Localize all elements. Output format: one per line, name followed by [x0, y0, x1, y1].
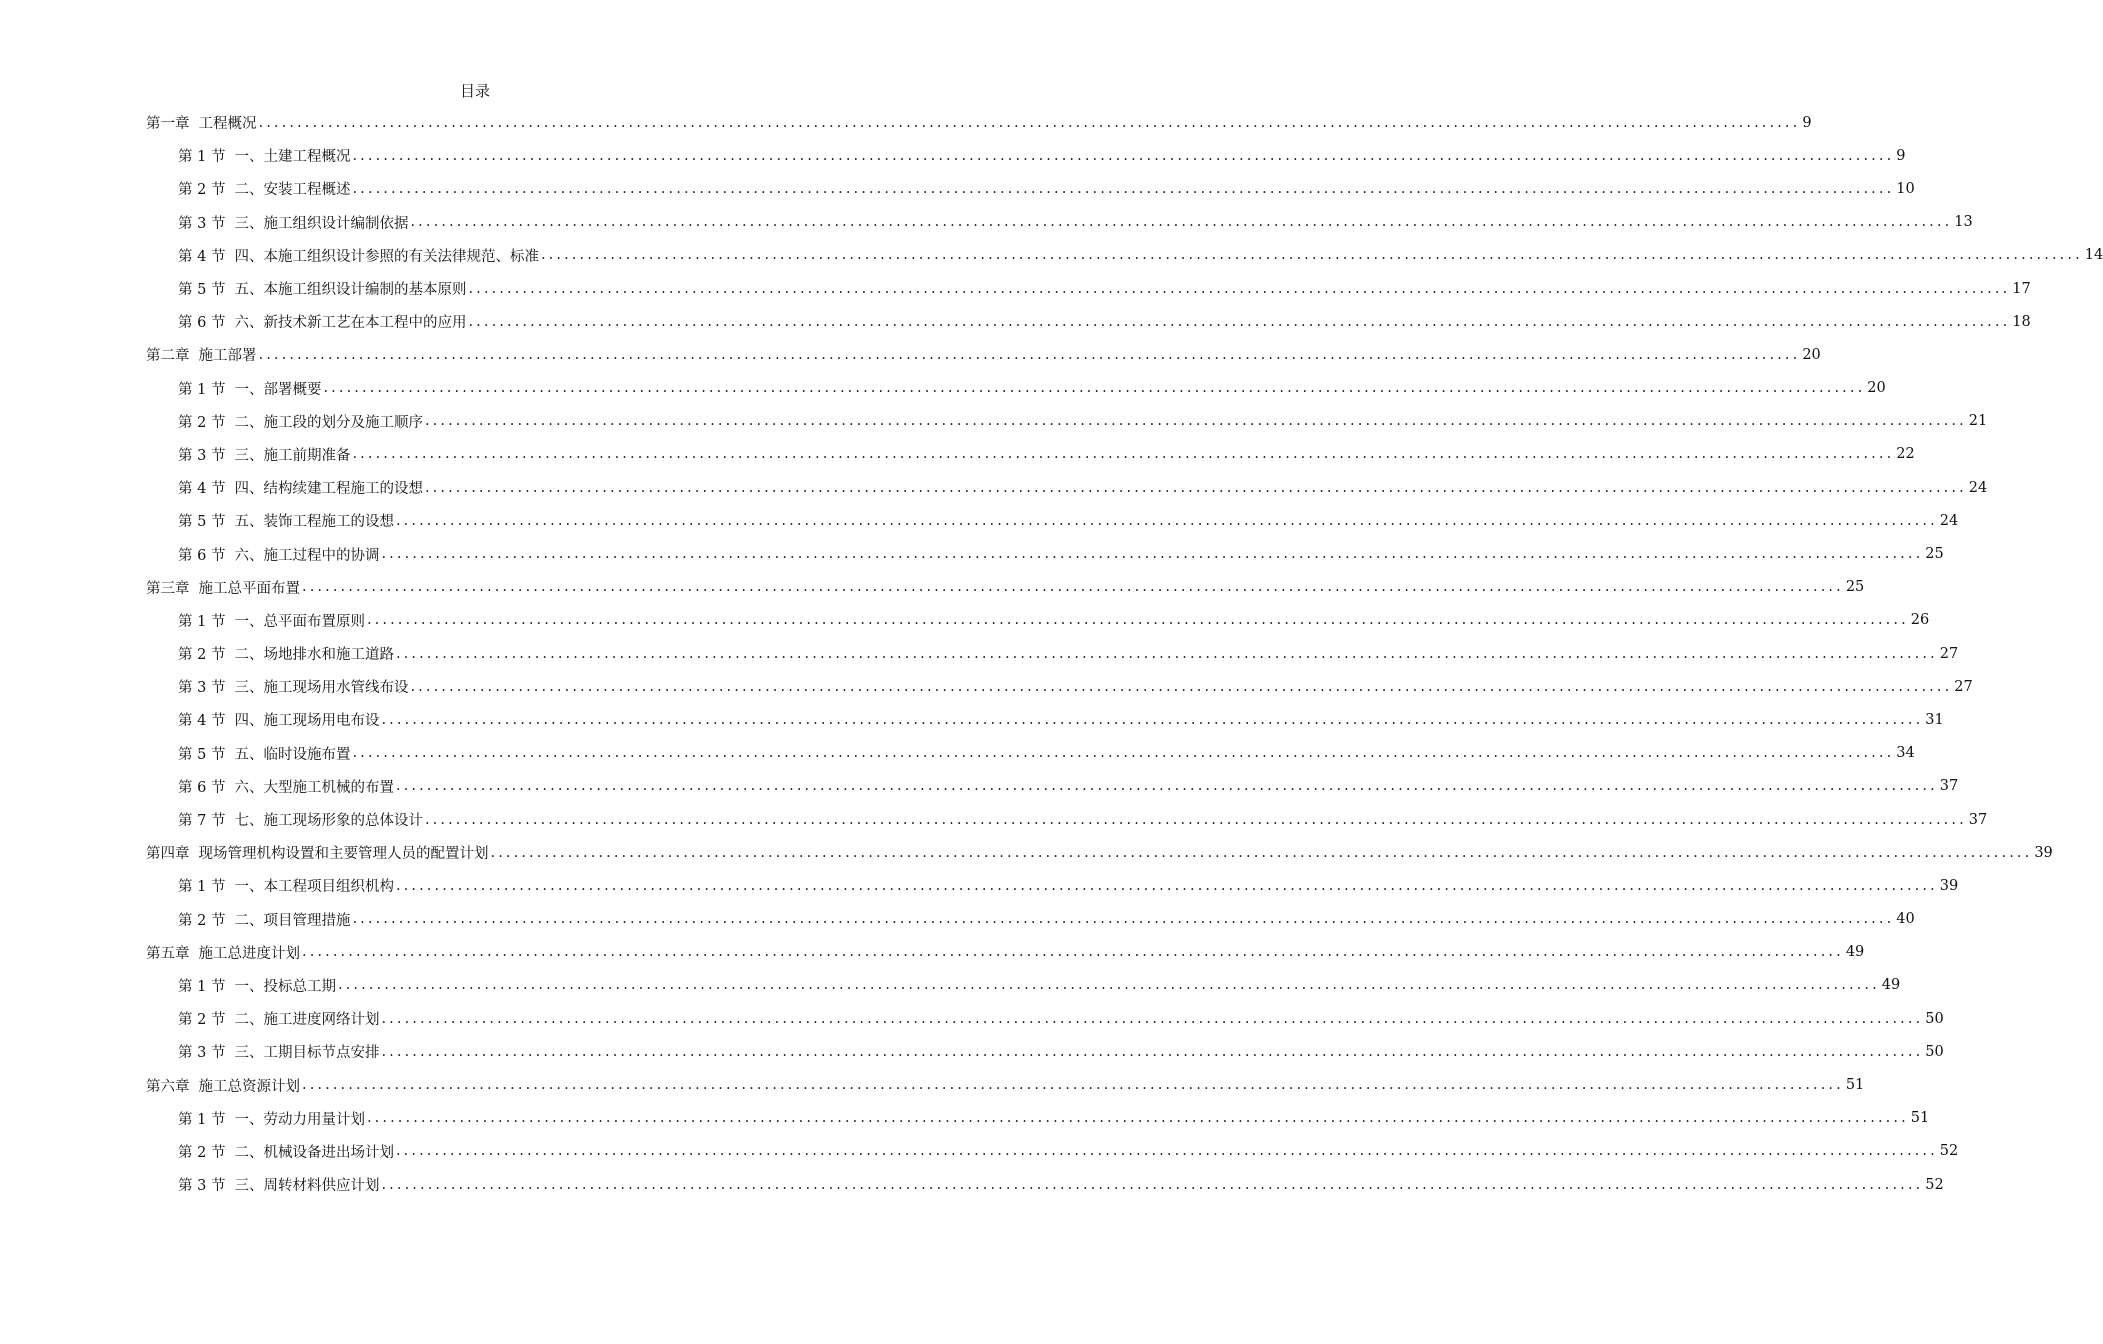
toc-entry-title: 六、大型施工机械的布置: [234, 779, 394, 796]
dot-leader: ........................................................................................................................................................................................................: [258, 346, 1801, 363]
toc-chapter-entry[interactable]: [146, 1068, 1865, 1101]
toc-entry-prefix: 第 2 节: [178, 1144, 226, 1161]
toc-page-number: 51: [1845, 1077, 1865, 1094]
toc-section-entry[interactable]: [146, 372, 1886, 405]
toc-entry-label: [178, 975, 336, 996]
toc-entry-title: 三、工期目标节点安排: [234, 1045, 380, 1062]
toc-section-entry[interactable]: [146, 139, 1906, 172]
toc-page-number: 9: [1896, 147, 1906, 164]
toc-entry-title: 四、施工现场用电布设: [234, 713, 380, 730]
dot-leader: ........................................................................................................................................................................................................: [424, 811, 1967, 828]
toc-entry-label: [178, 1008, 379, 1029]
toc-entry-prefix: 第 6 节: [178, 547, 226, 564]
dot-leader: ........................................................................................................................................................................................................: [352, 446, 1895, 463]
toc-section-entry[interactable]: [146, 504, 1959, 537]
toc-section-entry[interactable]: [146, 1135, 1959, 1168]
toc-entry-label: [146, 112, 257, 133]
toc-entry-label: [178, 610, 365, 631]
toc-chapter-entry[interactable]: [146, 836, 2053, 869]
toc-entry-label: [178, 809, 423, 830]
toc-section-entry[interactable]: [146, 1102, 1930, 1135]
dot-leader: ........................................................................................................................................................................................................: [395, 877, 1938, 894]
toc-entry-title: 一、投标总工期: [234, 978, 336, 995]
toc-page-number: 27: [1939, 645, 1959, 662]
toc-entry-title: 二、施工段的划分及施工顺序: [234, 414, 423, 431]
toc-section-entry[interactable]: [146, 305, 2031, 338]
toc-entry-prefix: 第 4 节: [178, 713, 226, 730]
toc-entry-title: 四、结构续建工程施工的设想: [234, 481, 423, 498]
toc-page-number: 25: [1845, 579, 1865, 596]
toc-title: 目录: [459, 82, 490, 100]
toc-entry-title: 工程概况: [198, 116, 257, 133]
toc-chapter-entry[interactable]: [146, 571, 1865, 604]
dot-leader: ........................................................................................................................................................................................................: [337, 977, 1880, 994]
dot-leader: ........................................................................................................................................................................................................: [395, 645, 1938, 662]
toc-page-number: 34: [1896, 745, 1915, 762]
toc-entry-prefix: 第 2 节: [178, 647, 226, 664]
toc-page-number: 37: [1939, 778, 1959, 795]
toc-entry-label: [178, 411, 423, 432]
toc-entry-prefix: 第 6 节: [178, 315, 226, 332]
toc-entry-label: [178, 477, 423, 498]
toc-entry-label: [146, 577, 300, 598]
toc-page-number: 50: [1925, 1010, 1944, 1027]
toc-page-number: 20: [1867, 380, 1886, 397]
toc-entry-prefix: 第 3 节: [178, 447, 226, 464]
toc-chapter-entry[interactable]: [146, 936, 1865, 969]
toc-entry-label: [178, 776, 394, 797]
dot-leader: ........................................................................................................................................................................................................: [366, 1110, 1909, 1127]
dot-leader: ........................................................................................................................................................................................................: [381, 546, 1924, 563]
dot-leader: ........................................................................................................................................................................................................: [352, 745, 1895, 762]
toc-page-number: 10: [1896, 180, 1915, 197]
toc-entry-prefix: 第 3 节: [178, 1178, 226, 1195]
toc-entry-title: 三、周转材料供应计划: [234, 1178, 380, 1195]
toc-entry-prefix: 第 5 节: [178, 282, 226, 299]
toc-entry-prefix: 第 1 节: [178, 613, 226, 630]
toc-entry-prefix: 第 1 节: [178, 149, 226, 166]
toc-entry-title: 三、施工前期准备: [234, 447, 351, 464]
toc-section-entry[interactable]: [146, 471, 1988, 504]
dot-leader: ........................................................................................................................................................................................................: [540, 247, 2083, 264]
dot-leader: ........................................................................................................................................................................................................: [381, 1043, 1924, 1060]
toc-entry-title: 一、部署概要: [234, 381, 322, 398]
toc-section-entry[interactable]: [146, 272, 2031, 305]
dot-leader: ........................................................................................................................................................................................................: [302, 579, 1844, 596]
toc-entry-label: [146, 842, 489, 863]
toc-entry-prefix: 第五章: [146, 945, 190, 962]
dot-leader: ........................................................................................................................................................................................................: [352, 911, 1895, 928]
toc-page-number: 22: [1896, 446, 1915, 463]
toc-entry-label: [178, 1041, 379, 1062]
toc-entry-title: 五、临时设施布置: [234, 746, 351, 763]
toc-entry-title: 施工总进度计划: [198, 945, 300, 962]
toc-section-entry[interactable]: [146, 869, 1959, 902]
toc-page-number: 40: [1896, 911, 1915, 928]
dot-leader: ........................................................................................................................................................................................................: [258, 114, 1801, 131]
toc-page-number: 50: [1925, 1043, 1944, 1060]
toc-entry-title: 四、本施工组织设计参照的有关法律规范、标准: [234, 248, 539, 265]
toc-entry-prefix: 第 4 节: [178, 248, 226, 265]
toc-page-number: 24: [1939, 512, 1959, 529]
dot-leader: ........................................................................................................................................................................................................: [395, 1143, 1938, 1160]
toc-chapter-entry[interactable]: [146, 106, 1812, 139]
toc-entry-prefix: 第 1 节: [178, 978, 226, 995]
toc-entry-label: [178, 875, 394, 896]
toc-entry-label: [178, 643, 394, 664]
toc-entry-prefix: 第六章: [146, 1078, 190, 1095]
toc-entry-prefix: 第 7 节: [178, 813, 226, 830]
toc-section-entry[interactable]: [146, 1002, 1944, 1035]
dot-leader: ........................................................................................................................................................................................................: [468, 313, 2011, 330]
toc-entry-prefix: 第 3 节: [178, 1045, 226, 1062]
toc-section-entry[interactable]: [146, 703, 1944, 736]
dot-leader: ........................................................................................................................................................................................................: [395, 512, 1938, 529]
toc-entry-title: 一、劳动力用量计划: [234, 1111, 365, 1128]
toc-entry-label: [178, 1174, 379, 1195]
toc-entry-prefix: 第 2 节: [178, 912, 226, 929]
toc-page-number: 27: [1954, 678, 1973, 695]
toc-entry-label: [146, 344, 257, 365]
toc-page-number: 52: [1925, 1176, 1944, 1193]
toc-entry-prefix: 第 1 节: [178, 879, 226, 896]
toc-entry-title: 施工部署: [198, 348, 257, 365]
toc-page-number: 14: [2084, 247, 2103, 264]
dot-leader: ........................................................................................................................................................................................................: [468, 280, 2011, 297]
toc-entry-title: 一、本工程项目组织机构: [234, 879, 394, 896]
toc-entry-title: 施工总平面布置: [198, 580, 300, 597]
toc-page-number: 39: [2034, 844, 2053, 861]
toc-page-number: 39: [1939, 877, 1959, 894]
toc-entry-prefix: 第 2 节: [178, 414, 226, 431]
toc-entry-prefix: 第 6 节: [178, 779, 226, 796]
toc-entry-label: [178, 178, 350, 199]
dot-leader: ........................................................................................................................................................................................................: [410, 678, 1953, 695]
toc-entry-title: 二、安装工程概述: [234, 182, 351, 199]
toc-entry-label: [146, 942, 300, 963]
toc-entry-title: 五、装饰工程施工的设想: [234, 514, 394, 531]
dot-leader: ........................................................................................................................................................................................................: [395, 778, 1938, 795]
toc-section-entry[interactable]: [146, 172, 1915, 205]
toc-section-entry[interactable]: [146, 770, 1959, 803]
toc-page-number: 21: [1968, 413, 1988, 430]
toc-page-number: 31: [1925, 711, 1944, 728]
toc-entry-title: 施工总资源计划: [198, 1078, 300, 1095]
dot-leader: ........................................................................................................................................................................................................: [381, 1010, 1924, 1027]
toc-entry-title: 二、施工进度网络计划: [234, 1012, 380, 1029]
toc-page-number: 25: [1925, 546, 1944, 563]
toc-entry-prefix: 第一章: [146, 116, 190, 133]
dot-leader: ........................................................................................................................................................................................................: [381, 711, 1924, 728]
toc-section-entry[interactable]: [146, 405, 1988, 438]
toc-chapter-entry[interactable]: [146, 338, 1821, 371]
toc-entry-prefix: 第 2 节: [178, 1012, 226, 1029]
toc-entry-title: 一、总平面布置原则: [234, 613, 365, 630]
toc-page-number: 20: [1802, 346, 1821, 363]
dot-leader: ........................................................................................................................................................................................................: [424, 413, 1967, 430]
toc-section-entry[interactable]: [146, 537, 1944, 570]
toc-entry-label: [178, 278, 466, 299]
toc-section-entry[interactable]: [146, 1035, 1944, 1068]
toc-entry-title: 现场管理机构设置和主要管理人员的配置计划: [198, 846, 489, 863]
toc-page-number: 13: [1954, 214, 1973, 231]
toc-entry-label: [178, 212, 408, 233]
dot-leader: ........................................................................................................................................................................................................: [352, 147, 1895, 164]
toc-entry-prefix: 第四章: [146, 846, 190, 863]
toc-entry-title: 二、场地排水和施工道路: [234, 647, 394, 664]
toc-entry-label: [178, 676, 408, 697]
toc-entry-title: 三、施工现场用水管线布设: [234, 680, 409, 697]
dot-leader: ........................................................................................................................................................................................................: [366, 612, 1909, 629]
toc-section-entry[interactable]: [146, 670, 1973, 703]
toc-entry-label: [178, 311, 466, 332]
toc-entry-prefix: 第 4 节: [178, 481, 226, 498]
toc-section-entry[interactable]: [146, 206, 1973, 239]
toc-page-number: 51: [1910, 1110, 1930, 1127]
toc-section-entry[interactable]: [146, 903, 1915, 936]
toc-entry-prefix: 第 5 节: [178, 746, 226, 763]
toc-page-number: 49: [1881, 977, 1901, 994]
dot-leader: ........................................................................................................................................................................................................: [323, 380, 1866, 397]
dot-leader: ........................................................................................................................................................................................................: [424, 479, 1967, 496]
toc-page-number: 9: [1802, 114, 1812, 131]
toc-section-entry[interactable]: [146, 604, 1930, 637]
toc-entry-prefix: 第三章: [146, 580, 190, 597]
toc-section-entry[interactable]: [146, 438, 1915, 471]
toc-section-entry[interactable]: [146, 737, 1915, 770]
toc-page-number: 37: [1968, 811, 1988, 828]
toc-entry-prefix: 第 5 节: [178, 514, 226, 531]
toc-entry-label: [178, 444, 350, 465]
toc-entry-label: [178, 743, 350, 764]
dot-leader: ........................................................................................................................................................................................................: [381, 1176, 1924, 1193]
toc-entry-label: [178, 1141, 394, 1162]
dot-leader: ........................................................................................................................................................................................................: [302, 944, 1844, 961]
toc-entry-prefix: 第 3 节: [178, 215, 226, 232]
toc-entry-label: [178, 909, 350, 930]
toc-entry-title: 五、本施工组织设计编制的基本原则: [234, 282, 467, 299]
toc-entry-prefix: 第 1 节: [178, 381, 226, 398]
toc-page-number: 17: [2012, 280, 2031, 297]
toc-entry-title: 六、施工过程中的协调: [234, 547, 380, 564]
toc-entry-title: 七、施工现场形象的总体设计: [234, 813, 423, 830]
toc-entry-title: 一、土建工程概况: [234, 149, 351, 166]
toc-entry-title: 三、施工组织设计编制依据: [234, 215, 409, 232]
toc-page-number: 52: [1939, 1143, 1959, 1160]
dot-leader: ........................................................................................................................................................................................................: [490, 844, 2033, 861]
toc-entry-label: [178, 1108, 365, 1129]
toc-entry-label: [178, 709, 379, 730]
toc-section-entry[interactable]: [146, 969, 1901, 1002]
toc-entry-prefix: 第 3 节: [178, 680, 226, 697]
toc-section-entry[interactable]: [146, 1168, 1944, 1201]
dot-leader: ........................................................................................................................................................................................................: [352, 180, 1895, 197]
toc-page-number: 18: [2012, 313, 2031, 330]
toc-entry-label: [178, 510, 394, 531]
toc-section-entry[interactable]: [146, 239, 2103, 272]
dot-leader: ........................................................................................................................................................................................................: [410, 214, 1953, 231]
dot-leader: ........................................................................................................................................................................................................: [302, 1077, 1844, 1094]
toc-entry-title: 二、机械设备进出场计划: [234, 1144, 394, 1161]
toc-section-entry[interactable]: [146, 803, 1988, 836]
toc-entry-prefix: 第二章: [146, 348, 190, 365]
toc-entry-label: [146, 1075, 300, 1096]
toc-list: [146, 106, 2103, 1201]
toc-page-number: 24: [1968, 479, 1988, 496]
toc-page-number: 49: [1845, 944, 1865, 961]
toc-entry-title: 二、项目管理措施: [234, 912, 351, 929]
toc-entry-prefix: 第 2 节: [178, 182, 226, 199]
toc-entry-title: 六、新技术新工艺在本工程中的应用: [234, 315, 467, 332]
toc-page-number: 26: [1910, 612, 1930, 629]
toc-section-entry[interactable]: [146, 637, 1959, 670]
toc-entry-label: [178, 145, 350, 166]
toc-entry-label: [178, 544, 379, 565]
toc-entry-label: [178, 245, 539, 266]
toc-entry-prefix: 第 1 节: [178, 1111, 226, 1128]
toc-entry-label: [178, 378, 321, 399]
